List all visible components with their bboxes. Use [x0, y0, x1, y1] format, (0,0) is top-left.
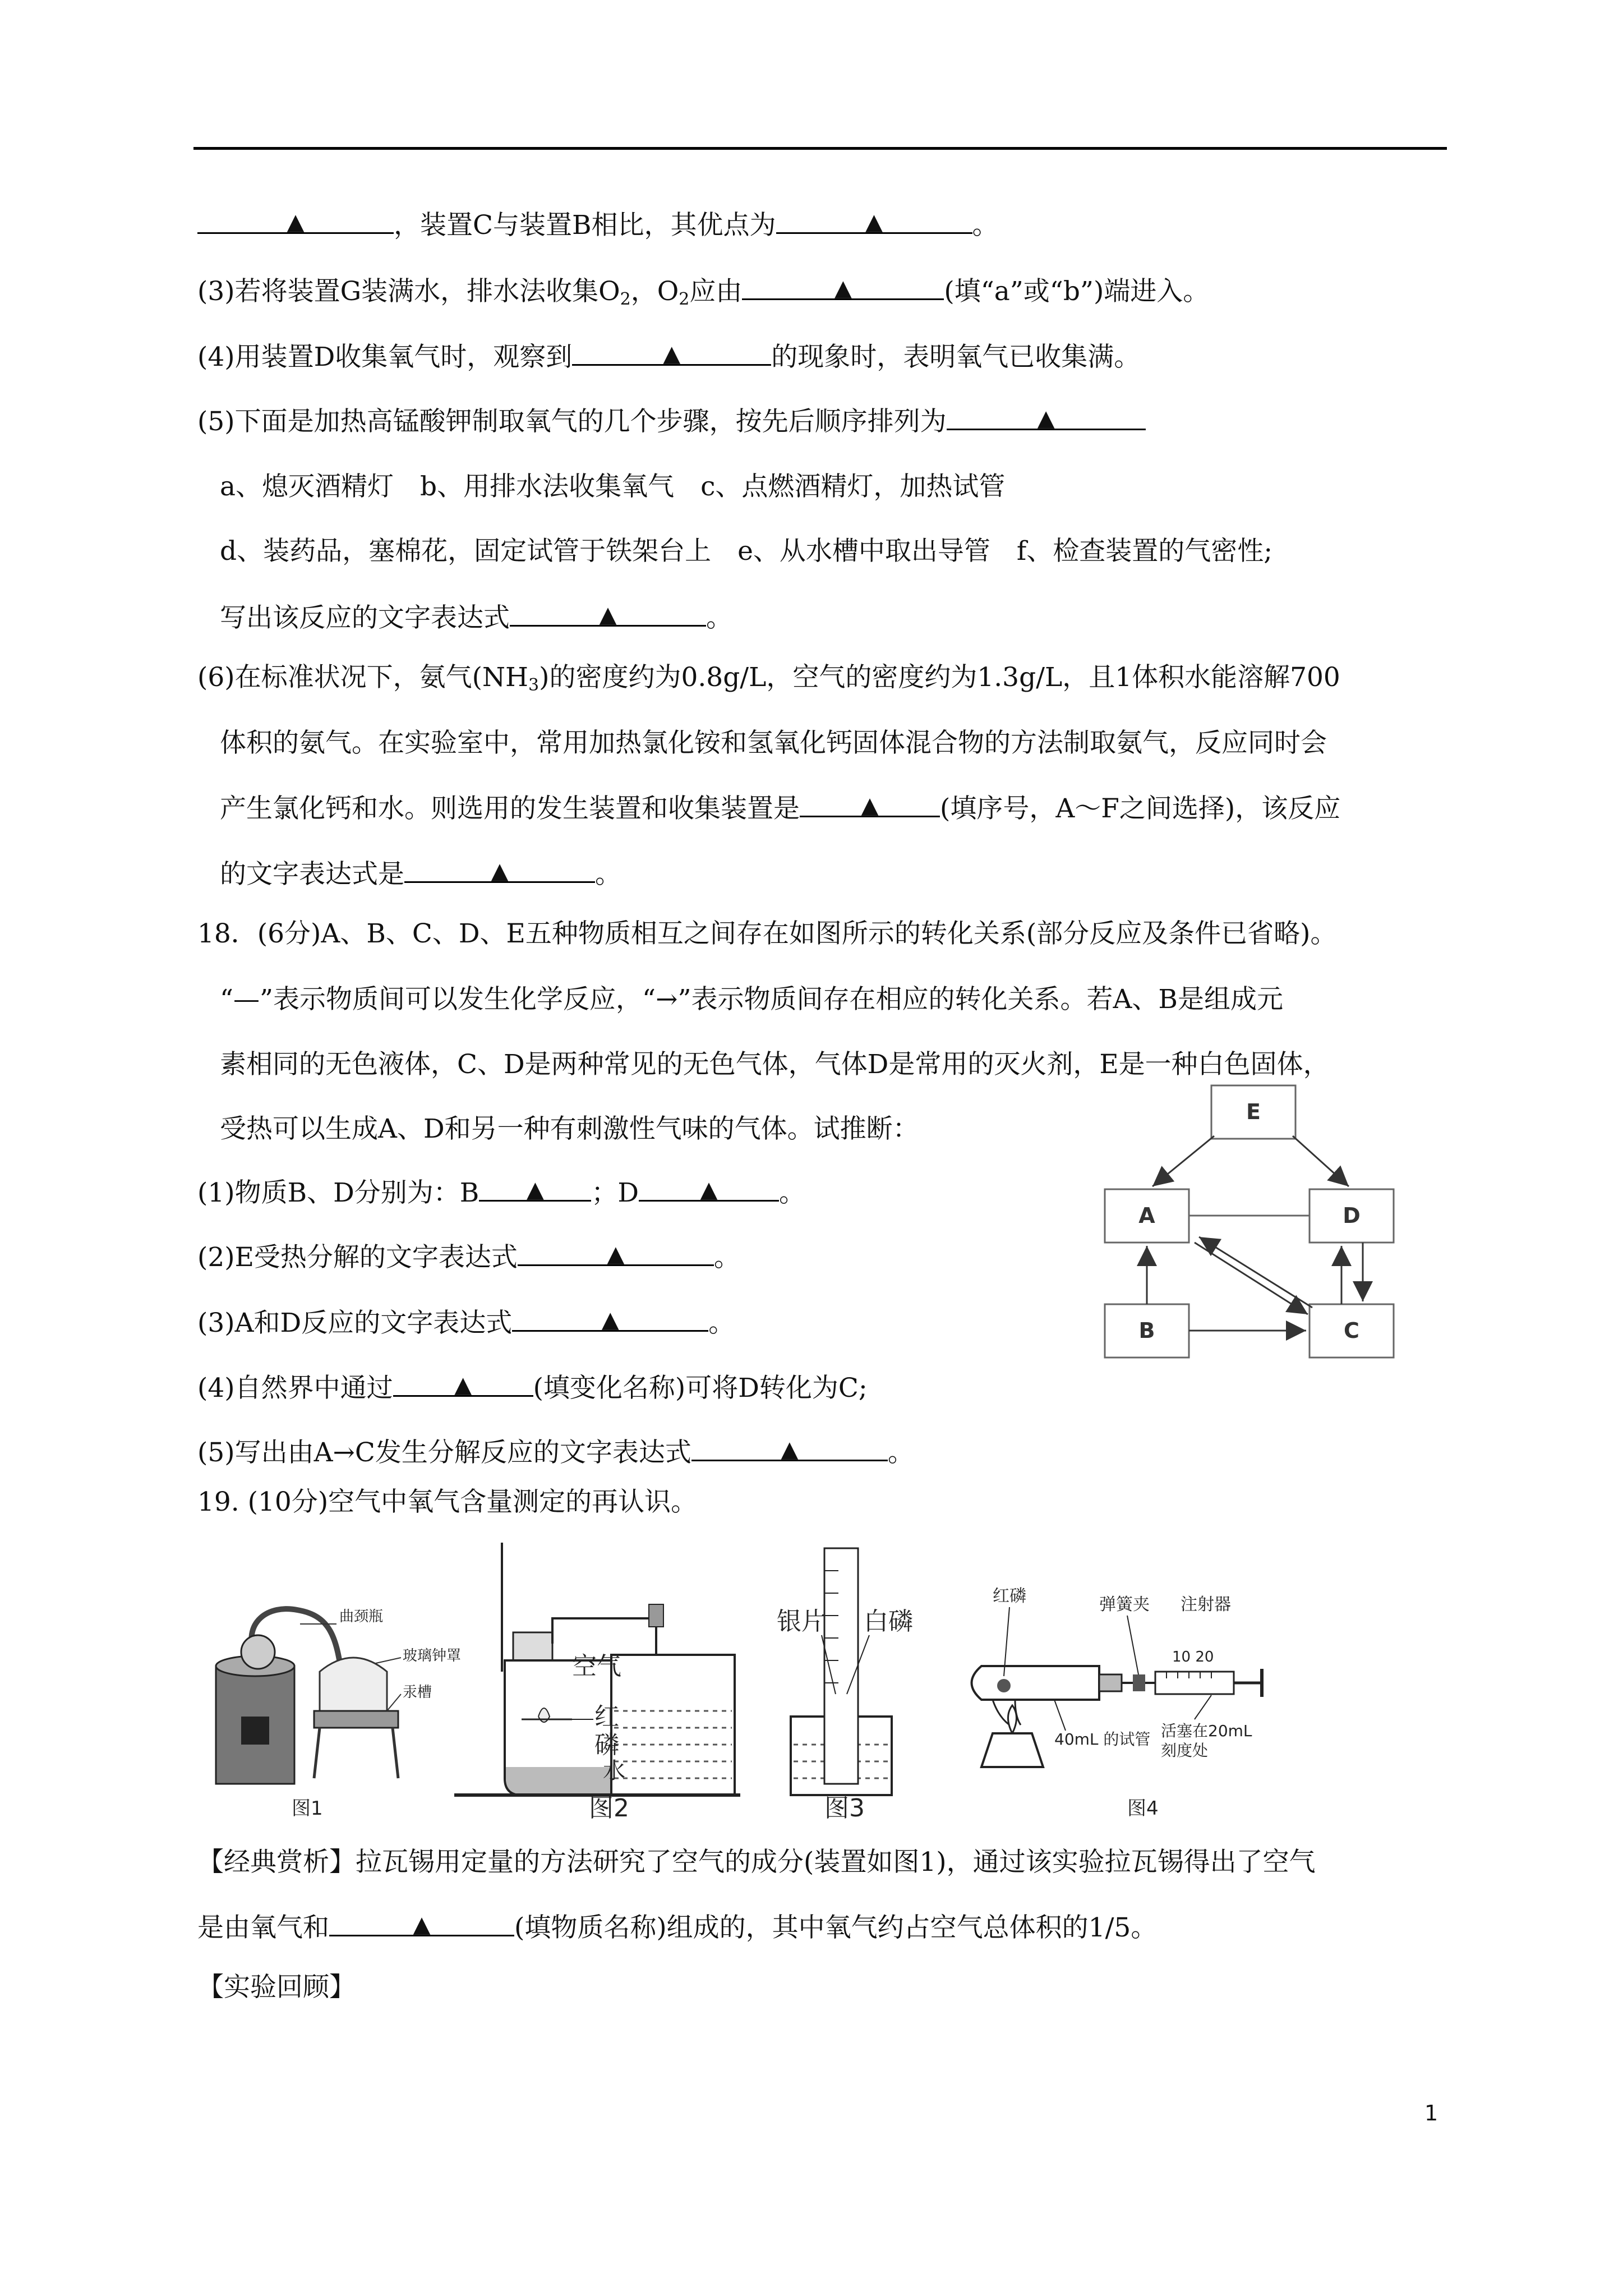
fig4-label-piston2: 刻度处 — [1161, 1741, 1209, 1760]
edge-E-D — [1293, 1136, 1349, 1186]
q17-3: (3)若将装置G装满水，排水法收集$O_2$，$O_2$应由 ▲ (填“a”或“b”)端进入。 — [197, 274, 1209, 309]
q19-classic: 【经典赏析】拉瓦锡用定量的方法研究了空气的成分(装置如图1)，通过该实验拉瓦锡得出了空气 — [197, 1847, 1316, 1878]
node-E-label: E — [1246, 1099, 1261, 1124]
q18-2: (2)E受热分解的文字表达式 ▲ 。 — [197, 1240, 740, 1274]
answer-blank[interactable]: ▲ — [639, 1175, 779, 1202]
fig3-caption: 图3 — [824, 1794, 865, 1823]
q18-line-3: 素相同的无色液体，C、D是两种常见的无色气体，气体D是常用的灭火剂，E是一种白色固体， — [220, 1049, 1330, 1080]
q17-line-1: ▲ ，装置C与装置B相比，其优点为 ▲ 。 — [197, 208, 999, 242]
answer-blank[interactable]: ▲ — [742, 274, 944, 300]
answer-blank[interactable]: ▲ — [479, 1175, 591, 1202]
q18-4: (4)自然界中通过 ▲ (填变化名称)可将D转化为C; — [197, 1370, 868, 1405]
fig4-label-syringe: 注射器 — [1181, 1595, 1231, 1614]
q17-6-line-2: 体积的氨气。在实验室中，常用加热氯化铵和氢氧化钙固体混合物的方法制取氨气，反应同时会 — [220, 728, 1327, 758]
fig1-label-bell: 玻璃钟罩 — [403, 1648, 462, 1664]
figure-2 — [454, 1543, 740, 1823]
q19-figures — [208, 1531, 1301, 1823]
q17-5-equation: 写出该反应的文字表达式 ▲ 。 — [220, 600, 732, 635]
fig2-caption: 图2 — [589, 1794, 629, 1823]
fig3-label-white: 白磷 — [864, 1607, 913, 1636]
answer-blank[interactable]: ▲ — [393, 1370, 533, 1397]
fig2-label-p1: 红 — [594, 1703, 619, 1731]
q18-3: (3)A和D反应的文字表达式 ▲ 。 — [197, 1305, 735, 1340]
q19-title: 19. (10分)空气中氧气含量测定的再认识。 — [197, 1487, 698, 1517]
node-B-label: B — [1138, 1318, 1155, 1343]
q17-6: (6)在标准状况下，氨气$(NH_3)$的密度约为0.8g/L，空气的密度约为1.3g/L，且1体积水能溶解700 — [197, 662, 1340, 695]
q19-classic-line-2: 是由氧气和 ▲ (填物质名称)组成的，其中氧气约占空气总体积的1/5。 — [197, 1910, 1157, 1945]
fig2-label-p2: 磷 — [594, 1731, 619, 1759]
q18-1: (1)物质B、D分别为：B ▲ ；D ▲ 。 — [197, 1175, 805, 1210]
figure-3 — [777, 1548, 913, 1823]
edge-E-A — [1152, 1136, 1214, 1186]
q17-5-steps-2: d、装药品，塞棉花，固定试管于铁架台上 e、从水槽中取出导管 f、检查装置的气密性; — [220, 536, 1273, 567]
fig4-label-scale: 10 20 — [1172, 1649, 1214, 1665]
answer-blank[interactable]: ▲ — [512, 1305, 708, 1332]
answer-blank[interactable]: ▲ — [518, 1240, 714, 1266]
q17-5-steps-1: a、熄灭酒精灯 b、用排水法收集氧气 c、点燃酒精灯，加热试管 — [220, 471, 1006, 502]
fig2-label-air: 空气 — [572, 1652, 621, 1681]
fig4-label-red: 红磷 — [993, 1586, 1026, 1606]
answer-blank[interactable]: ▲ — [691, 1435, 888, 1461]
fig4-label-tube: 40mL 的试管 — [1054, 1730, 1151, 1749]
answer-blank[interactable]: ▲ — [329, 1910, 514, 1936]
fig4-label-piston1: 活塞在20mL — [1161, 1722, 1252, 1740]
answer-blank[interactable]: ▲ — [800, 791, 940, 817]
page-number: 1 — [1424, 2101, 1438, 2125]
fig1-label-trough: 汞槽 — [403, 1684, 432, 1701]
fig4-caption: 图4 — [1127, 1797, 1159, 1820]
fig2-label-water: 水 — [603, 1758, 625, 1784]
fig4-label-clip: 弹簧夹 — [1099, 1595, 1150, 1614]
header-rule — [193, 147, 1447, 150]
answer-blank[interactable]: ▲ — [197, 208, 394, 234]
figure-4 — [972, 1586, 1262, 1820]
fig1-label-neck: 曲颈瓶 — [339, 1608, 384, 1625]
answer-blank[interactable]: ▲ — [776, 208, 972, 234]
figure-1 — [216, 1608, 461, 1820]
node-C-label: C — [1344, 1318, 1359, 1343]
answer-blank[interactable]: ▲ — [404, 857, 595, 883]
edge-C-A — [1199, 1237, 1312, 1308]
q19-review-heading: 【实验回顾】 — [197, 1972, 356, 2003]
answer-blank[interactable]: ▲ — [572, 339, 771, 366]
q18-relation-diagram — [1099, 1080, 1413, 1372]
q18-line-2: “—”表示物质间可以发生化学反应，“→”表示物质间存在相应的转化关系。若A、B是组成元 — [220, 984, 1283, 1015]
answer-blank[interactable]: ▲ — [510, 600, 706, 627]
edge-A-C — [1195, 1243, 1308, 1314]
fig1-caption: 图1 — [292, 1797, 323, 1820]
q17-4: (4)用装置D收集氧气时，观察到 ▲ 的现象时，表明氧气已收集满。 — [197, 339, 1140, 374]
q18-line-4: 受热可以生成A、D和另一种有刺激性气味的气体。试推断： — [220, 1114, 919, 1144]
q18-title: 18．(6分)A、B、C、D、E五种物质相互之间存在如图所示的转化关系(部分反应及条件已省略)。 — [197, 918, 1337, 949]
answer-blank[interactable]: ▲ — [947, 404, 1146, 430]
q17-6-line-3: 产生氯化钙和水。则选用的发生装置和收集装置是 ▲ (填序号，A～F之间选择)，该反应 — [220, 791, 1340, 826]
q17-6-line-4: 的文字表达式是 ▲ 。 — [220, 857, 621, 891]
q17-5: (5)下面是加热高锰酸钾制取氧气的几个步骤，按先后顺序排列为 ▲ — [197, 404, 1146, 439]
node-A-label: A — [1138, 1203, 1155, 1228]
node-D-label: D — [1343, 1203, 1361, 1228]
q18-5: (5)写出由A→C发生分解反应的文字表达式 ▲ 。 — [197, 1435, 914, 1470]
fig3-label-silver: 银片 — [777, 1607, 826, 1636]
